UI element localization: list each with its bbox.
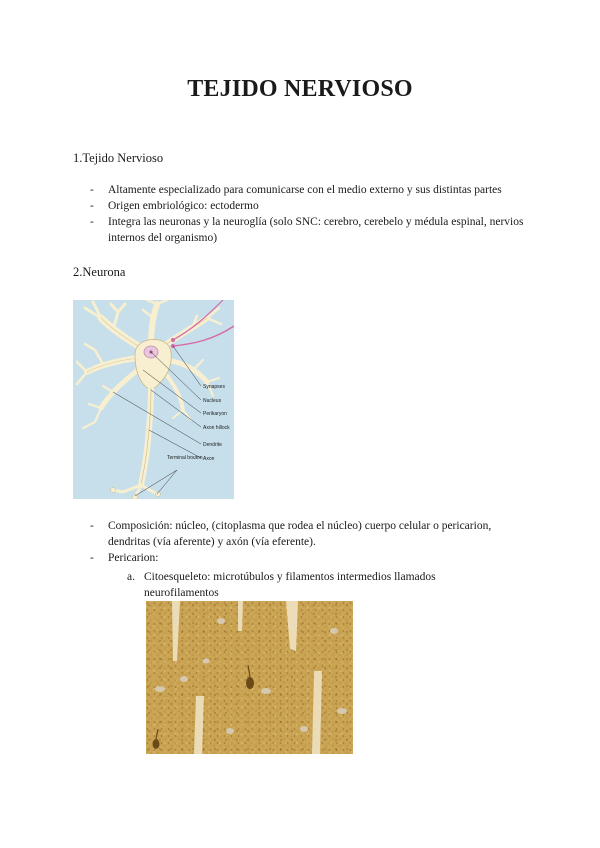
label-nucleus: Nucleus <box>203 398 222 404</box>
label-perikaryon: Perikaryon <box>203 411 227 417</box>
list-item-text: Composición: núcleo, (citoplasma que rodea el núcleo) cuerpo celular o pericarion, dendritas (vía aferente) y axón (vía eferente). <box>108 520 492 548</box>
sub-list-marker: a. <box>127 571 135 583</box>
label-dendrite: Dendrite <box>203 442 222 448</box>
sub-list-item-text: Citoesqueleto: microtúbulos y filamentos intermedios llamados neurofilamentos <box>144 571 436 599</box>
list-item-text: Origen embriológico: ectodermo <box>108 200 259 212</box>
list-item <box>90 518 530 550</box>
list-item-text: Pericarion: <box>108 552 159 564</box>
section-heading-neurona: 2.Neurona <box>73 265 126 279</box>
list-dash: - <box>90 200 94 212</box>
document-title: TEJIDO NERVIOSO <box>187 76 413 102</box>
list-dash: - <box>90 552 94 564</box>
pericarion-sub-list <box>127 569 507 601</box>
sub-list-item <box>127 569 507 601</box>
neurofilament-micrograph <box>146 601 353 754</box>
label-terminal-bouton: Terminal bouton <box>167 455 203 461</box>
list-item <box>90 182 530 198</box>
label-axon-hillock: Axon hillock <box>203 425 230 431</box>
label-synapses: Synapses <box>203 384 225 390</box>
list-dash: - <box>90 184 94 196</box>
list-item <box>90 214 530 246</box>
list-item <box>90 198 530 214</box>
list-item-text: Integra las neuronas y la neuroglía (solo SNC: cerebro, cerebelo y médula espinal, nervios internos del organismo) <box>108 216 524 244</box>
neuron-diagram <box>73 300 234 499</box>
list-dash: - <box>90 216 94 228</box>
list-dash: - <box>90 520 94 532</box>
section1-bullet-list <box>90 182 530 246</box>
section2-bullet-list <box>90 518 530 566</box>
section-heading-tejido-nervioso: 1.Tejido Nervioso <box>73 151 164 165</box>
list-item <box>90 550 530 566</box>
label-axon: Axon <box>203 456 215 462</box>
list-item-text: Altamente especializado para comunicarse con el medio externo y sus distintas partes <box>108 184 502 196</box>
